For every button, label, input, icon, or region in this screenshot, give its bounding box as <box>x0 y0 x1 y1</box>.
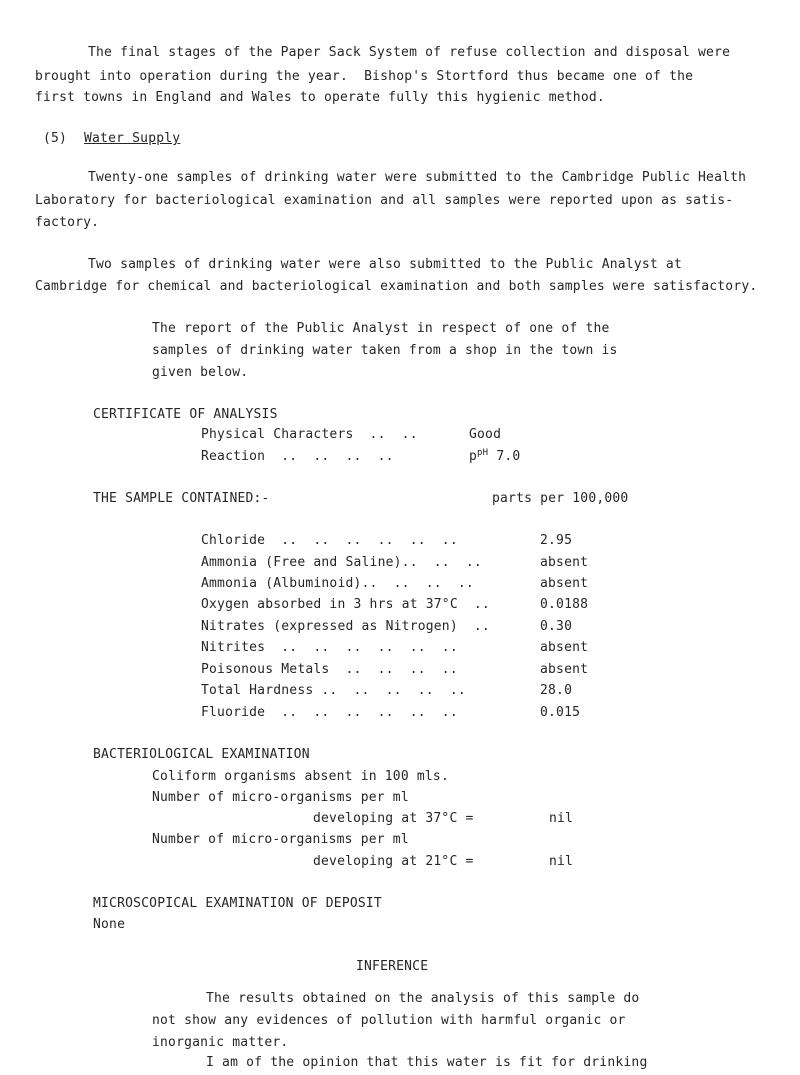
para3-line-1: The report of the Public Analyst in respect of one of the <box>152 321 610 336</box>
inference-line-1: The results obtained on the analysis of this sample do <box>206 991 640 1006</box>
microscopical-heading: MICROSCOPICAL EXAMINATION OF DEPOSIT <box>93 896 382 911</box>
physical-label: Physical Characters .. .. <box>201 427 418 442</box>
count1-line-2: developing at 37°C = <box>313 811 474 826</box>
reaction-label: Reaction .. .. .. .. <box>201 449 394 464</box>
para1-line-1: Twenty-one samples of drinking water were submitted to the Cambridge Public Health <box>88 170 747 185</box>
sample-row-value: absent <box>540 662 589 677</box>
count2-line-1: Number of micro-organisms per ml <box>152 832 409 847</box>
inference-line-3: inorganic matter. <box>152 1035 289 1050</box>
inference-line-4: I am of the opinion that this water is fit for drinking <box>206 1055 648 1070</box>
para2-line-2: Cambridge for chemical and bacteriological examination and both samples were satisfactory. <box>35 279 758 294</box>
sample-row-label: Ammonia (Free and Saline).. .. .. <box>201 555 482 570</box>
sample-row-value: 0.0188 <box>540 597 589 612</box>
microscopical-value: None <box>93 917 126 932</box>
sample-row-label: Total Hardness .. .. .. .. .. <box>201 683 466 698</box>
sample-row-value: 0.015 <box>540 705 581 720</box>
physical-value: Good <box>469 427 502 442</box>
inference-heading: INFERENCE <box>356 959 429 974</box>
ph-number: 7.0 <box>496 449 521 464</box>
sample-row-value: absent <box>540 576 589 591</box>
sample-heading: THE SAMPLE CONTAINED:- <box>93 491 270 506</box>
para2-line-1: Two samples of drinking water were also submitted to the Public Analyst at <box>88 257 682 272</box>
ph-superscript: pH <box>477 448 489 458</box>
sample-units: parts per 100,000 <box>492 491 629 506</box>
section-number: (5) <box>43 131 68 146</box>
bacteriological-heading: BACTERIOLOGICAL EXAMINATION <box>93 747 310 762</box>
reaction-value: $p^{pH}$ 7.0 <box>469 448 521 464</box>
sample-row-value: 2.95 <box>540 533 573 548</box>
intro-line-1: The final stages of the Paper Sack System of refuse collection and disposal were <box>88 45 731 60</box>
sample-row-label: Nitrates (expressed as Nitrogen) .. <box>201 619 490 634</box>
count2-line-2: developing at 21°C = <box>313 854 474 869</box>
coliform-line: Coliform organisms absent in 100 mls. <box>152 769 449 784</box>
certificate-heading: CERTIFICATE OF ANALYSIS <box>93 407 278 422</box>
intro-line-2: brought into operation during the year. Bishop's Stortford thus became one of the <box>35 69 694 84</box>
sample-row-value: 28.0 <box>540 683 573 698</box>
para1-line-2: Laboratory for bacteriological examination and all samples were reported upon as satis- <box>35 193 734 208</box>
para3-line-2: samples of drinking water taken from a shop in the town is <box>152 343 618 358</box>
sample-row-label: Ammonia (Albuminoid).. .. .. .. <box>201 576 474 591</box>
count1-value: nil <box>549 811 574 826</box>
sample-row-label: Chloride .. .. .. .. .. .. <box>201 533 458 548</box>
count2-value: nil <box>549 854 574 869</box>
sample-row-label: Nitrites .. .. .. .. .. .. <box>201 640 458 655</box>
inference-line-2: not show any evidences of pollution with harmful organic or <box>152 1013 626 1028</box>
sample-row-value: absent <box>540 555 589 570</box>
count1-line-1: Number of micro-organisms per ml <box>152 790 409 805</box>
sample-row-value: 0.30 <box>540 619 573 634</box>
para1-line-3: factory. <box>35 215 100 230</box>
sample-row-value: absent <box>540 640 589 655</box>
intro-line-3: first towns in England and Wales to operate fully this hygienic method. <box>35 90 605 105</box>
para3-line-3: given below. <box>152 365 249 380</box>
sample-row-label: Oxygen absorbed in 3 hrs at 37°C .. <box>201 597 490 612</box>
section-heading: Water Supply <box>84 131 181 146</box>
sample-row-label: Fluoride .. .. .. .. .. .. <box>201 705 458 720</box>
sample-row-label: Poisonous Metals .. .. .. .. <box>201 662 458 677</box>
